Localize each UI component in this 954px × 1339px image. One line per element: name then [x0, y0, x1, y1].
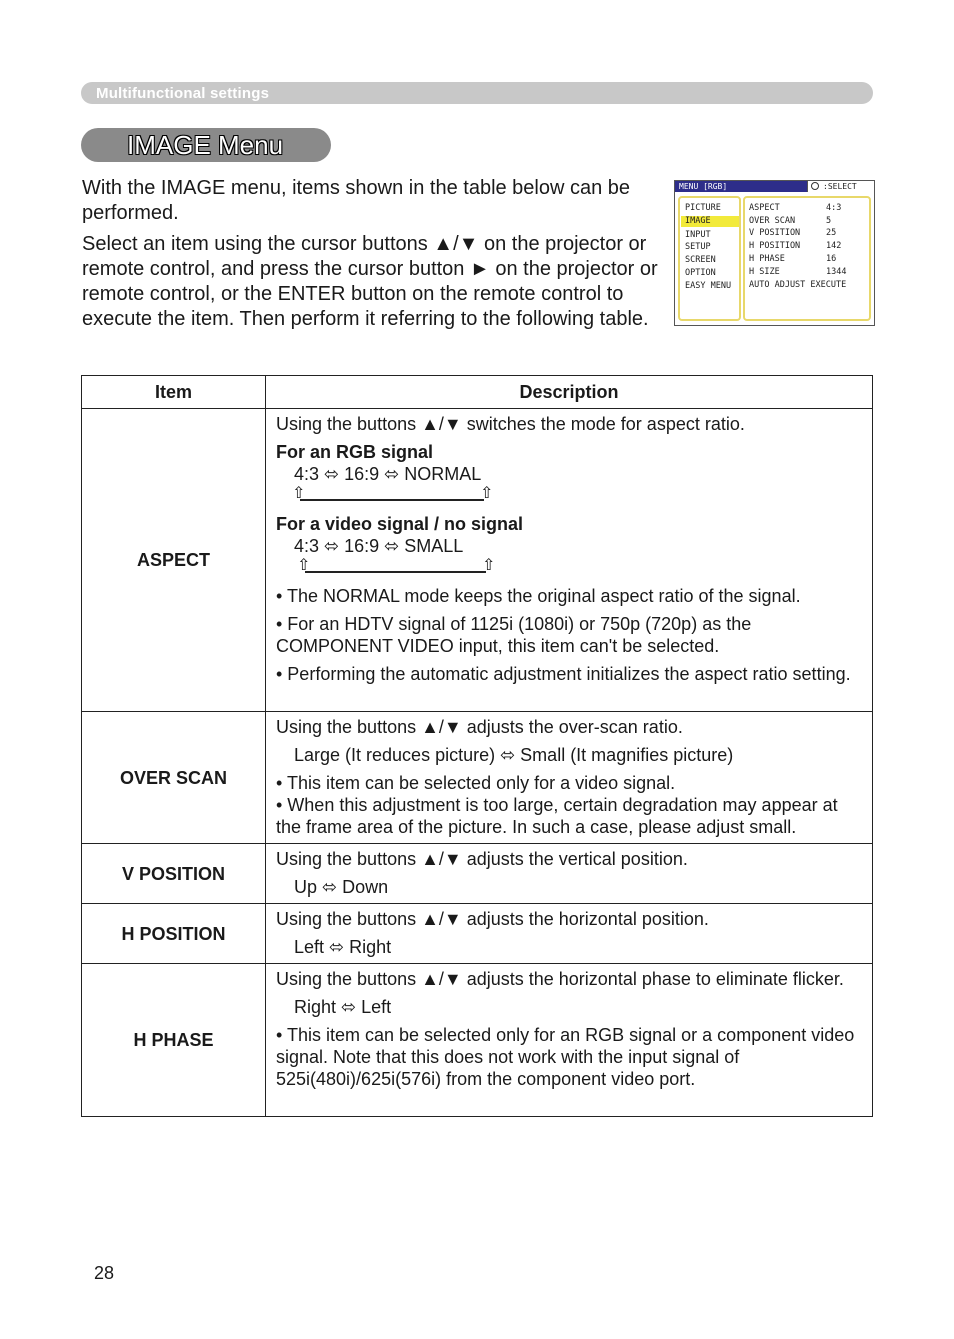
menu-item-value: 25 [826, 228, 837, 238]
description-cell [266, 904, 873, 964]
page-title-pill [81, 128, 331, 162]
desc-note: • Performing the automatic adjustment initializes the aspect ratio setting. [276, 664, 851, 684]
page-title: IMAGE Menu [127, 130, 284, 160]
description-cell [266, 409, 873, 712]
item-cell: ASPECT [82, 409, 266, 712]
intro-paragraph-2: Select an item using the cursor buttons ▲/▼ on the projector or remote control, and press the cursor button ► on the projector or remote control, or the ENTER button on the remote control to execute the item. Then perform it referring to the following table. [82, 233, 658, 330]
table-row-aspect [82, 409, 873, 712]
cursor-pad-icon [811, 182, 819, 190]
menu-item-value: 4:3 [826, 203, 842, 213]
desc-cycle: Left ⬄ Right [294, 937, 392, 957]
up-arrow-icon: ⇧ [480, 485, 494, 502]
menu-item-list [743, 196, 871, 321]
desc-line: Using the buttons ▲/▼ adjusts the vertical position. [276, 849, 688, 869]
table-row-v-position [82, 844, 873, 904]
menu-item-value: 1344 [826, 267, 847, 277]
desc-subheading: For an RGB signal [276, 442, 434, 462]
item-cell: V POSITION [82, 844, 266, 904]
menu-item-value: 5 [826, 216, 832, 226]
menu-item-label: H PHASE [749, 254, 785, 264]
intro-text [82, 176, 660, 338]
menu-category-item: OPTION [685, 268, 716, 278]
desc-line: Using the buttons ▲/▼ adjusts the over-scan ratio. [276, 717, 683, 737]
menu-item-label: OVER SCAN [749, 216, 796, 226]
up-arrow-icon: ⇧ [482, 557, 496, 574]
menu-header [675, 181, 874, 192]
menu-item-row [749, 267, 871, 278]
up-arrow-icon: ⇧ [292, 485, 306, 502]
desc-note: • For an HDTV signal of 1125i (1080i) or 750p (720p) as the COMPONENT VIDEO input, this item can't be selected. [276, 614, 752, 656]
menu-item-label: V POSITION [749, 228, 801, 238]
desc-cycle: 4:3 ⬄ 16:9 ⬄ SMALL [294, 536, 464, 556]
column-header-description: Description [266, 376, 873, 409]
menu-item-row [749, 216, 871, 227]
menu-item-value: 142 [826, 241, 842, 251]
desc-line: Using the buttons ▲/▼ adjusts the horizontal position. [276, 909, 709, 929]
intro-paragraph-1: With the IMAGE menu, items shown in the table below can be performed. [82, 177, 631, 224]
section-header-bar [81, 82, 873, 104]
menu-title: MENU [RGB] [679, 182, 728, 191]
menu-select-hint [807, 181, 874, 192]
desc-note: • This item can be selected only for an RGB signal or a component video signal. Note that this does not work with the input signal of 525i(480i)/625i(576i) from the component video port. [276, 1025, 855, 1089]
table-header-row [82, 376, 873, 409]
desc-line: Using the buttons ▲/▼ switches the mode for aspect ratio. [276, 414, 745, 434]
cycle-return-arrow [292, 557, 864, 579]
menu-category-item-selected: IMAGE [681, 216, 739, 227]
desc-line: Using the buttons ▲/▼ adjusts the horizontal phase to eliminate flicker. [276, 969, 844, 989]
desc-note: • This item can be selected only for a video signal. [276, 773, 676, 793]
menu-item-row [749, 254, 871, 265]
menu-category-item: EASY MENU [685, 281, 732, 291]
desc-note: • The NORMAL mode keeps the original aspect ratio of the signal. [276, 586, 801, 606]
menu-item-label: ASPECT [749, 203, 780, 213]
menu-select-label: :SELECT [823, 182, 857, 191]
desc-cycle: Right ⬄ Left [294, 997, 392, 1017]
menu-item-row [749, 241, 871, 252]
menu-category-item: INPUT [685, 230, 711, 240]
menu-category-item: SETUP [685, 242, 711, 252]
desc-note: • When this adjustment is too large, certain degradation may appear at the frame area of the picture. In such a case, please adjust small. [276, 795, 838, 837]
menu-item-label: H POSITION [749, 241, 801, 251]
desc-cycle: 4:3 ⬄ 16:9 ⬄ NORMAL [294, 464, 482, 484]
desc-cycle: Up ⬄ Down [294, 877, 389, 897]
return-line [305, 571, 486, 573]
desc-subheading: For a video signal / no signal [276, 514, 524, 534]
menu-item-label: AUTO ADJUST EXECUTE [749, 280, 847, 290]
return-line [300, 499, 484, 501]
menu-item-row [749, 228, 871, 239]
menu-item-value: 16 [826, 254, 837, 264]
page-number: 28 [94, 1263, 115, 1283]
menu-item-row [749, 280, 871, 291]
menu-category-item: SCREEN [685, 255, 716, 265]
menu-category-list [678, 196, 741, 321]
menu-item-label: H SIZE [749, 267, 780, 277]
menu-category-item: PICTURE [685, 203, 721, 213]
section-label: Multifunctional settings [96, 85, 270, 102]
description-cell [266, 844, 873, 904]
item-cell: H POSITION [82, 904, 266, 964]
column-header-item: Item [82, 376, 266, 409]
menu-item-row [749, 203, 871, 214]
description-cell [266, 712, 873, 844]
table-row-h-position [82, 904, 873, 964]
image-menu-table [81, 375, 873, 1117]
desc-cycle: Large (It reduces picture) ⬄ Small (It magnifies picture) [294, 745, 734, 765]
table-row-over-scan [82, 712, 873, 844]
description-cell [266, 964, 873, 1117]
item-cell: OVER SCAN [82, 712, 266, 844]
item-cell: H PHASE [82, 964, 266, 1117]
menu-screenshot [674, 180, 875, 326]
table-row-h-phase [82, 964, 873, 1117]
cycle-return-arrow [292, 485, 864, 507]
up-arrow-icon: ⇧ [297, 557, 311, 574]
